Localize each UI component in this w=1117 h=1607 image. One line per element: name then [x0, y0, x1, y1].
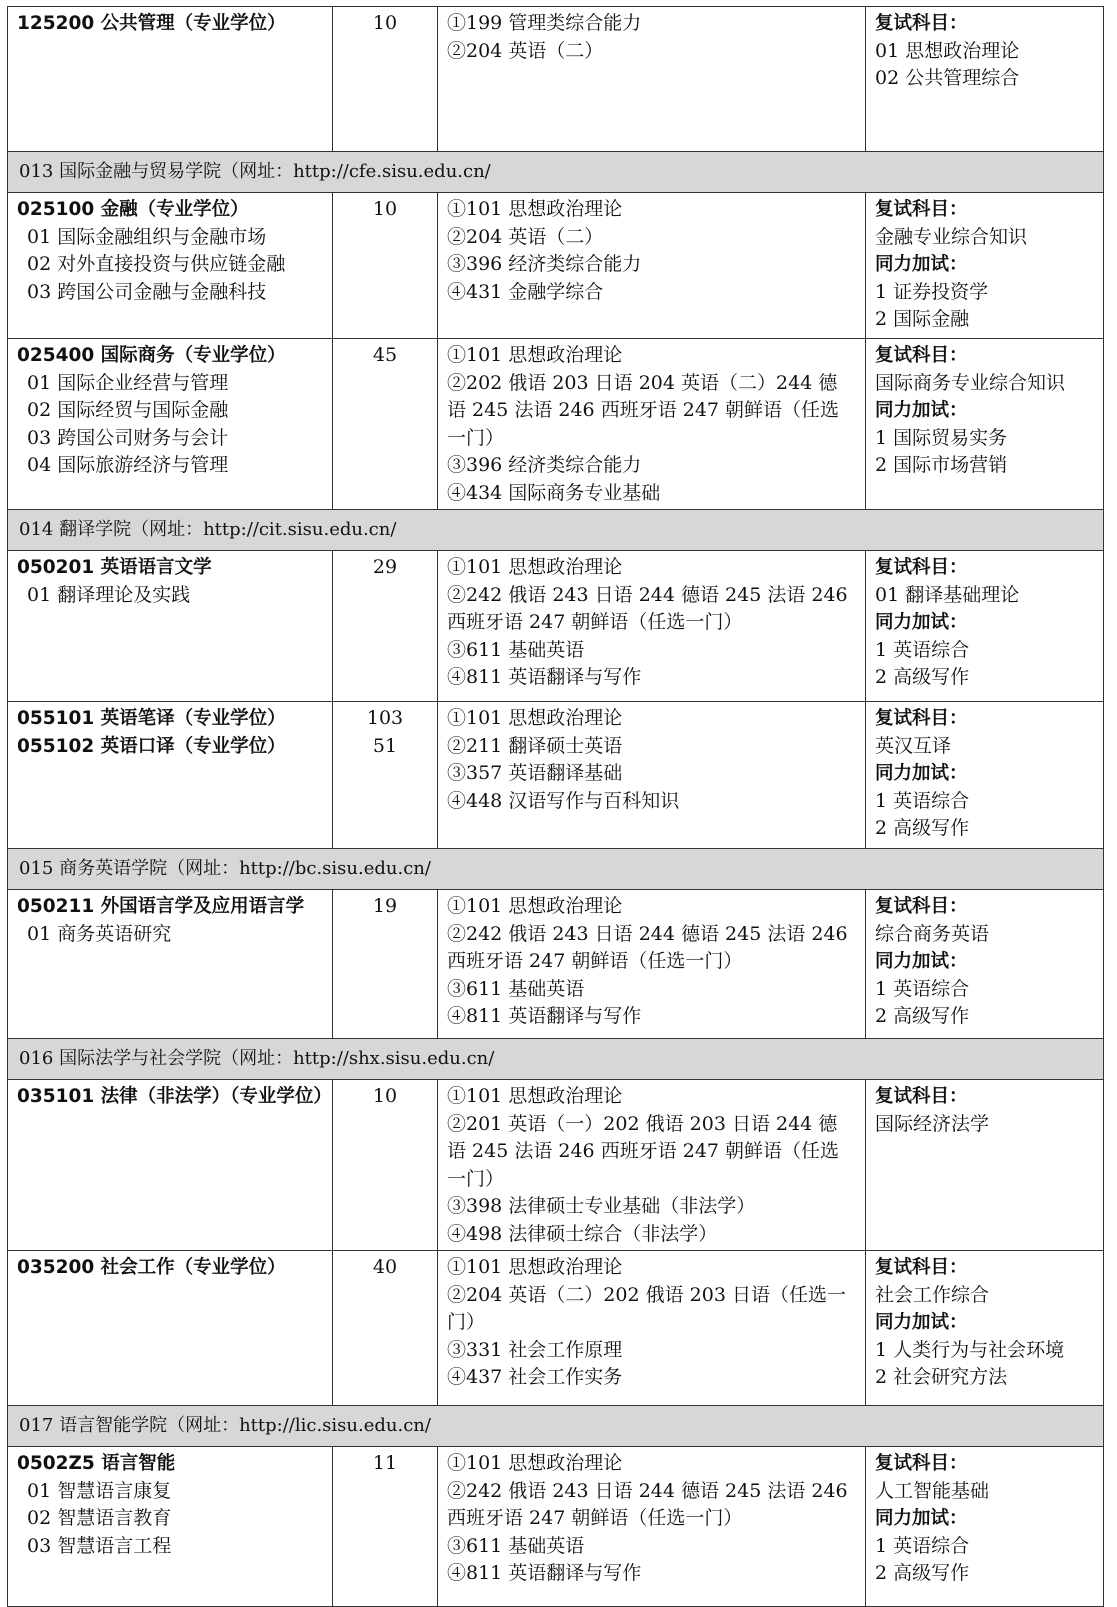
research-direction: 01 翻译理论及实践	[27, 583, 191, 606]
program-cell	[8, 702, 333, 849]
exam-subjects-cell	[438, 1251, 866, 1406]
extra-exam-heading: 同力加试：	[875, 400, 968, 421]
exam-subject: ③398 法律硕士专业基础（非法学）	[447, 1195, 756, 1217]
enrollment-count: 10	[372, 198, 398, 220]
enrollment-count-cell	[333, 193, 438, 339]
research-direction: 02 智慧语言教育	[27, 1507, 172, 1529]
extra-exam-heading: 同力加试：	[875, 1508, 968, 1529]
enrollment-count: 51	[372, 734, 398, 757]
enrollment-count-cell	[333, 1447, 438, 1607]
section-header-cell: 017 语言智能学院（网址：http://lic.sisu.edu.cn/	[8, 1406, 1104, 1447]
retest-subject: 英汉互译	[875, 734, 952, 757]
exam-subject: ①101 思想政治理论	[447, 1256, 623, 1278]
exam-subject: ④437 社会工作实务	[447, 1366, 623, 1388]
section-header-row	[8, 849, 1104, 890]
extra-exam-subject: 1 英语综合	[875, 789, 970, 812]
retest-cell	[866, 7, 1104, 152]
exam-subject: ④811 英语翻译与写作	[447, 666, 642, 688]
enrollment-count: 103	[366, 707, 404, 729]
exam-subject: ②242 俄语 243 日语 244 德语 245 法语 246 西班牙语 247 朝鲜语（任选一门）	[447, 583, 848, 633]
retest-subject: 国际经济法学	[875, 1112, 990, 1135]
research-direction: 02 对外直接投资与供应链金融	[27, 253, 286, 275]
program-cell	[8, 193, 333, 339]
exam-subjects-cell	[438, 890, 866, 1039]
exam-subject: ④448 汉语写作与百科知识	[447, 789, 680, 812]
retest-subject: 金融专业综合知识	[875, 225, 1028, 248]
research-direction: 02 国际经贸与国际金融	[27, 399, 229, 421]
retest-cell	[866, 890, 1104, 1039]
program-row	[8, 890, 1104, 1039]
enrollment-count: 40	[372, 1256, 398, 1278]
enrollment-count: 11	[372, 1452, 398, 1474]
program-name: 125200 公共管理（专业学位）	[17, 13, 286, 34]
exam-subjects-cell	[438, 702, 866, 849]
exam-subject: ④498 法律硕士综合（非法学）	[447, 1222, 718, 1245]
extra-exam-subject: 2 高级写作	[875, 817, 970, 839]
program-name: 0502Z5 语言智能	[17, 1453, 176, 1474]
exam-subject: ②204 英语（二）202 俄语 203 日语（任选一门）	[447, 1283, 846, 1333]
section-header-cell: 014 翻译学院（网址：http://cit.sisu.edu.cn/	[8, 510, 1104, 551]
exam-subject: ④811 英语翻译与写作	[447, 1005, 642, 1027]
extra-exam-subject: 1 英语综合	[875, 638, 970, 661]
section-header-row	[8, 1406, 1104, 1447]
extra-exam-subject: 2 国际市场营销	[875, 454, 1008, 476]
retest-heading: 复试科目：	[875, 1257, 968, 1278]
exam-subject: ③396 经济类综合能力	[447, 454, 642, 476]
exam-subject: ①101 思想政治理论	[447, 344, 623, 366]
retest-cell	[866, 1251, 1104, 1406]
program-cell	[8, 7, 333, 152]
retest-heading: 复试科目：	[875, 13, 968, 34]
exam-subject: ①101 思想政治理论	[447, 198, 623, 220]
retest-heading: 复试科目：	[875, 708, 968, 729]
section-header-row	[8, 152, 1104, 193]
exam-subject: ①199 管理类综合能力	[447, 12, 642, 34]
retest-subject: 02 公共管理综合	[875, 67, 1020, 89]
enrollment-count: 19	[372, 895, 398, 917]
program-name: 050201 英语语言文学	[17, 557, 212, 578]
retest-heading: 复试科目：	[875, 199, 968, 220]
admissions-catalog-table	[7, 6, 1104, 1607]
extra-exam-heading: 同力加试：	[875, 951, 968, 972]
program-name: 055102 英语口译（专业学位）	[17, 735, 286, 757]
program-cell	[8, 1447, 333, 1607]
section-header-cell: 015 商务英语学院（网址：http://bc.sisu.edu.cn/	[8, 849, 1104, 890]
extra-exam-heading: 同力加试：	[875, 612, 968, 633]
retest-subject: 国际商务专业综合知识	[875, 371, 1066, 394]
extra-exam-subject: 2 高级写作	[875, 666, 970, 688]
enrollment-count: 29	[372, 556, 398, 578]
program-name: 050211 外国语言学及应用语言学	[17, 896, 305, 917]
enrollment-count-cell	[333, 702, 438, 849]
program-row	[8, 1080, 1104, 1251]
exam-subject: ①101 思想政治理论	[447, 895, 623, 917]
retest-subject: 社会工作综合	[875, 1283, 990, 1306]
exam-subject: ②211 翻译硕士英语	[447, 734, 623, 757]
exam-subject: ③357 英语翻译基础	[447, 762, 623, 784]
retest-cell	[866, 551, 1104, 702]
exam-subject: ①101 思想政治理论	[447, 556, 623, 578]
program-name: 035200 社会工作（专业学位）	[17, 1257, 286, 1278]
research-direction: 03 智慧语言工程	[27, 1534, 172, 1557]
program-cell	[8, 1080, 333, 1251]
extra-exam-heading: 同力加试：	[875, 1312, 968, 1333]
extra-exam-subject: 2 高级写作	[875, 1005, 970, 1027]
exam-subject: ②204 英语（二）	[447, 225, 604, 248]
retest-cell	[866, 193, 1104, 339]
exam-subjects-cell	[438, 193, 866, 339]
section-header-cell: 013 国际金融与贸易学院（网址：http://cfe.sisu.edu.cn/	[8, 152, 1104, 193]
retest-cell	[866, 339, 1104, 510]
program-row	[8, 551, 1104, 702]
extra-exam-heading: 同力加试：	[875, 254, 968, 275]
retest-heading: 复试科目：	[875, 345, 968, 366]
enrollment-count-cell	[333, 1080, 438, 1251]
exam-subject: ④431 金融学综合	[447, 280, 604, 303]
exam-subjects-cell	[438, 7, 866, 152]
extra-exam-heading: 同力加试：	[875, 763, 968, 784]
section-header-row	[8, 1039, 1104, 1080]
extra-exam-subject: 1 国际贸易实务	[875, 426, 1008, 449]
enrollment-count-cell	[333, 339, 438, 510]
research-direction: 03 跨国公司财务与会计	[27, 426, 229, 449]
extra-exam-subject: 1 人类行为与社会环境	[875, 1338, 1065, 1361]
retest-cell	[866, 1447, 1104, 1607]
retest-cell	[866, 702, 1104, 849]
research-direction: 01 智慧语言康复	[27, 1479, 172, 1502]
exam-subject: ②201 英语（一）202 俄语 203 日语 244 德语 245 法语 246 西班牙语 247 朝鲜语（任选一门）	[447, 1112, 840, 1190]
exam-subjects-cell	[438, 339, 866, 510]
extra-exam-subject: 1 英语综合	[875, 1534, 970, 1557]
program-cell	[8, 890, 333, 1039]
exam-subject: ②202 俄语 203 日语 204 英语（二）244 德语 245 法语 246 西班牙语 247 朝鲜语（任选一门）	[447, 371, 840, 449]
enrollment-count: 10	[372, 12, 398, 34]
program-cell	[8, 1251, 333, 1406]
exam-subject: ③611 基础英语	[447, 638, 585, 661]
program-row	[8, 1251, 1104, 1406]
extra-exam-subject: 1 英语综合	[875, 977, 970, 1000]
exam-subject: ②242 俄语 243 日语 244 德语 245 法语 246 西班牙语 247 朝鲜语（任选一门）	[447, 1479, 848, 1529]
retest-heading: 复试科目：	[875, 557, 968, 578]
program-row	[8, 339, 1104, 510]
program-row	[8, 1447, 1104, 1607]
catalog-table-body	[8, 7, 1104, 1607]
retest-cell	[866, 1080, 1104, 1251]
exam-subject: ①101 思想政治理论	[447, 1085, 623, 1107]
retest-subject: 01 翻译基础理论	[875, 583, 1020, 606]
program-row	[8, 7, 1104, 152]
retest-subject: 综合商务英语	[875, 922, 990, 945]
exam-subject: ④811 英语翻译与写作	[447, 1562, 642, 1584]
research-direction: 03 跨国公司金融与金融科技	[27, 280, 267, 303]
retest-subject: 人工智能基础	[875, 1479, 990, 1502]
exam-subject: ③331 社会工作原理	[447, 1338, 623, 1361]
exam-subject: ③396 经济类综合能力	[447, 253, 642, 275]
enrollment-count: 45	[372, 344, 398, 366]
extra-exam-subject: 2 高级写作	[875, 1562, 970, 1584]
retest-subject: 01 思想政治理论	[875, 39, 1020, 62]
program-cell	[8, 339, 333, 510]
enrollment-count: 10	[372, 1085, 398, 1107]
retest-heading: 复试科目：	[875, 1453, 968, 1474]
exam-subjects-cell	[438, 1080, 866, 1251]
program-name: 055101 英语笔译（专业学位）	[17, 708, 286, 729]
retest-heading: 复试科目：	[875, 1086, 968, 1107]
program-row	[8, 702, 1104, 849]
research-direction: 01 国际金融组织与金融市场	[27, 225, 267, 248]
enrollment-count-cell	[333, 551, 438, 702]
retest-heading: 复试科目：	[875, 896, 968, 917]
research-direction: 04 国际旅游经济与管理	[27, 454, 229, 476]
extra-exam-subject: 2 社会研究方法	[875, 1366, 1008, 1388]
exam-subjects-cell	[438, 1447, 866, 1607]
extra-exam-subject: 2 国际金融	[875, 308, 970, 330]
program-row	[8, 193, 1104, 339]
exam-subject: ①101 思想政治理论	[447, 1452, 623, 1474]
research-direction: 01 商务英语研究	[27, 922, 172, 945]
enrollment-count-cell	[333, 890, 438, 1039]
program-name: 025100 金融（专业学位）	[17, 199, 249, 220]
program-name: 025400 国际商务（专业学位）	[17, 345, 286, 366]
enrollment-count-cell	[333, 7, 438, 152]
section-header-cell: 016 国际法学与社会学院（网址：http://shx.sisu.edu.cn/	[8, 1039, 1104, 1080]
program-name: 035101 法律（非法学）（专业学位）	[17, 1086, 332, 1107]
exam-subject: ③611 基础英语	[447, 977, 585, 1000]
exam-subject: ④434 国际商务专业基础	[447, 481, 661, 504]
section-header-row	[8, 510, 1104, 551]
exam-subject: ③611 基础英语	[447, 1534, 585, 1557]
research-direction: 01 国际企业经营与管理	[27, 371, 229, 394]
exam-subject: ①101 思想政治理论	[447, 707, 623, 729]
exam-subject: ②242 俄语 243 日语 244 德语 245 法语 246 西班牙语 247 朝鲜语（任选一门）	[447, 922, 848, 972]
exam-subject: ②204 英语（二）	[447, 39, 604, 62]
enrollment-count-cell	[333, 1251, 438, 1406]
extra-exam-subject: 1 证券投资学	[875, 280, 989, 303]
program-cell	[8, 551, 333, 702]
exam-subjects-cell	[438, 551, 866, 702]
